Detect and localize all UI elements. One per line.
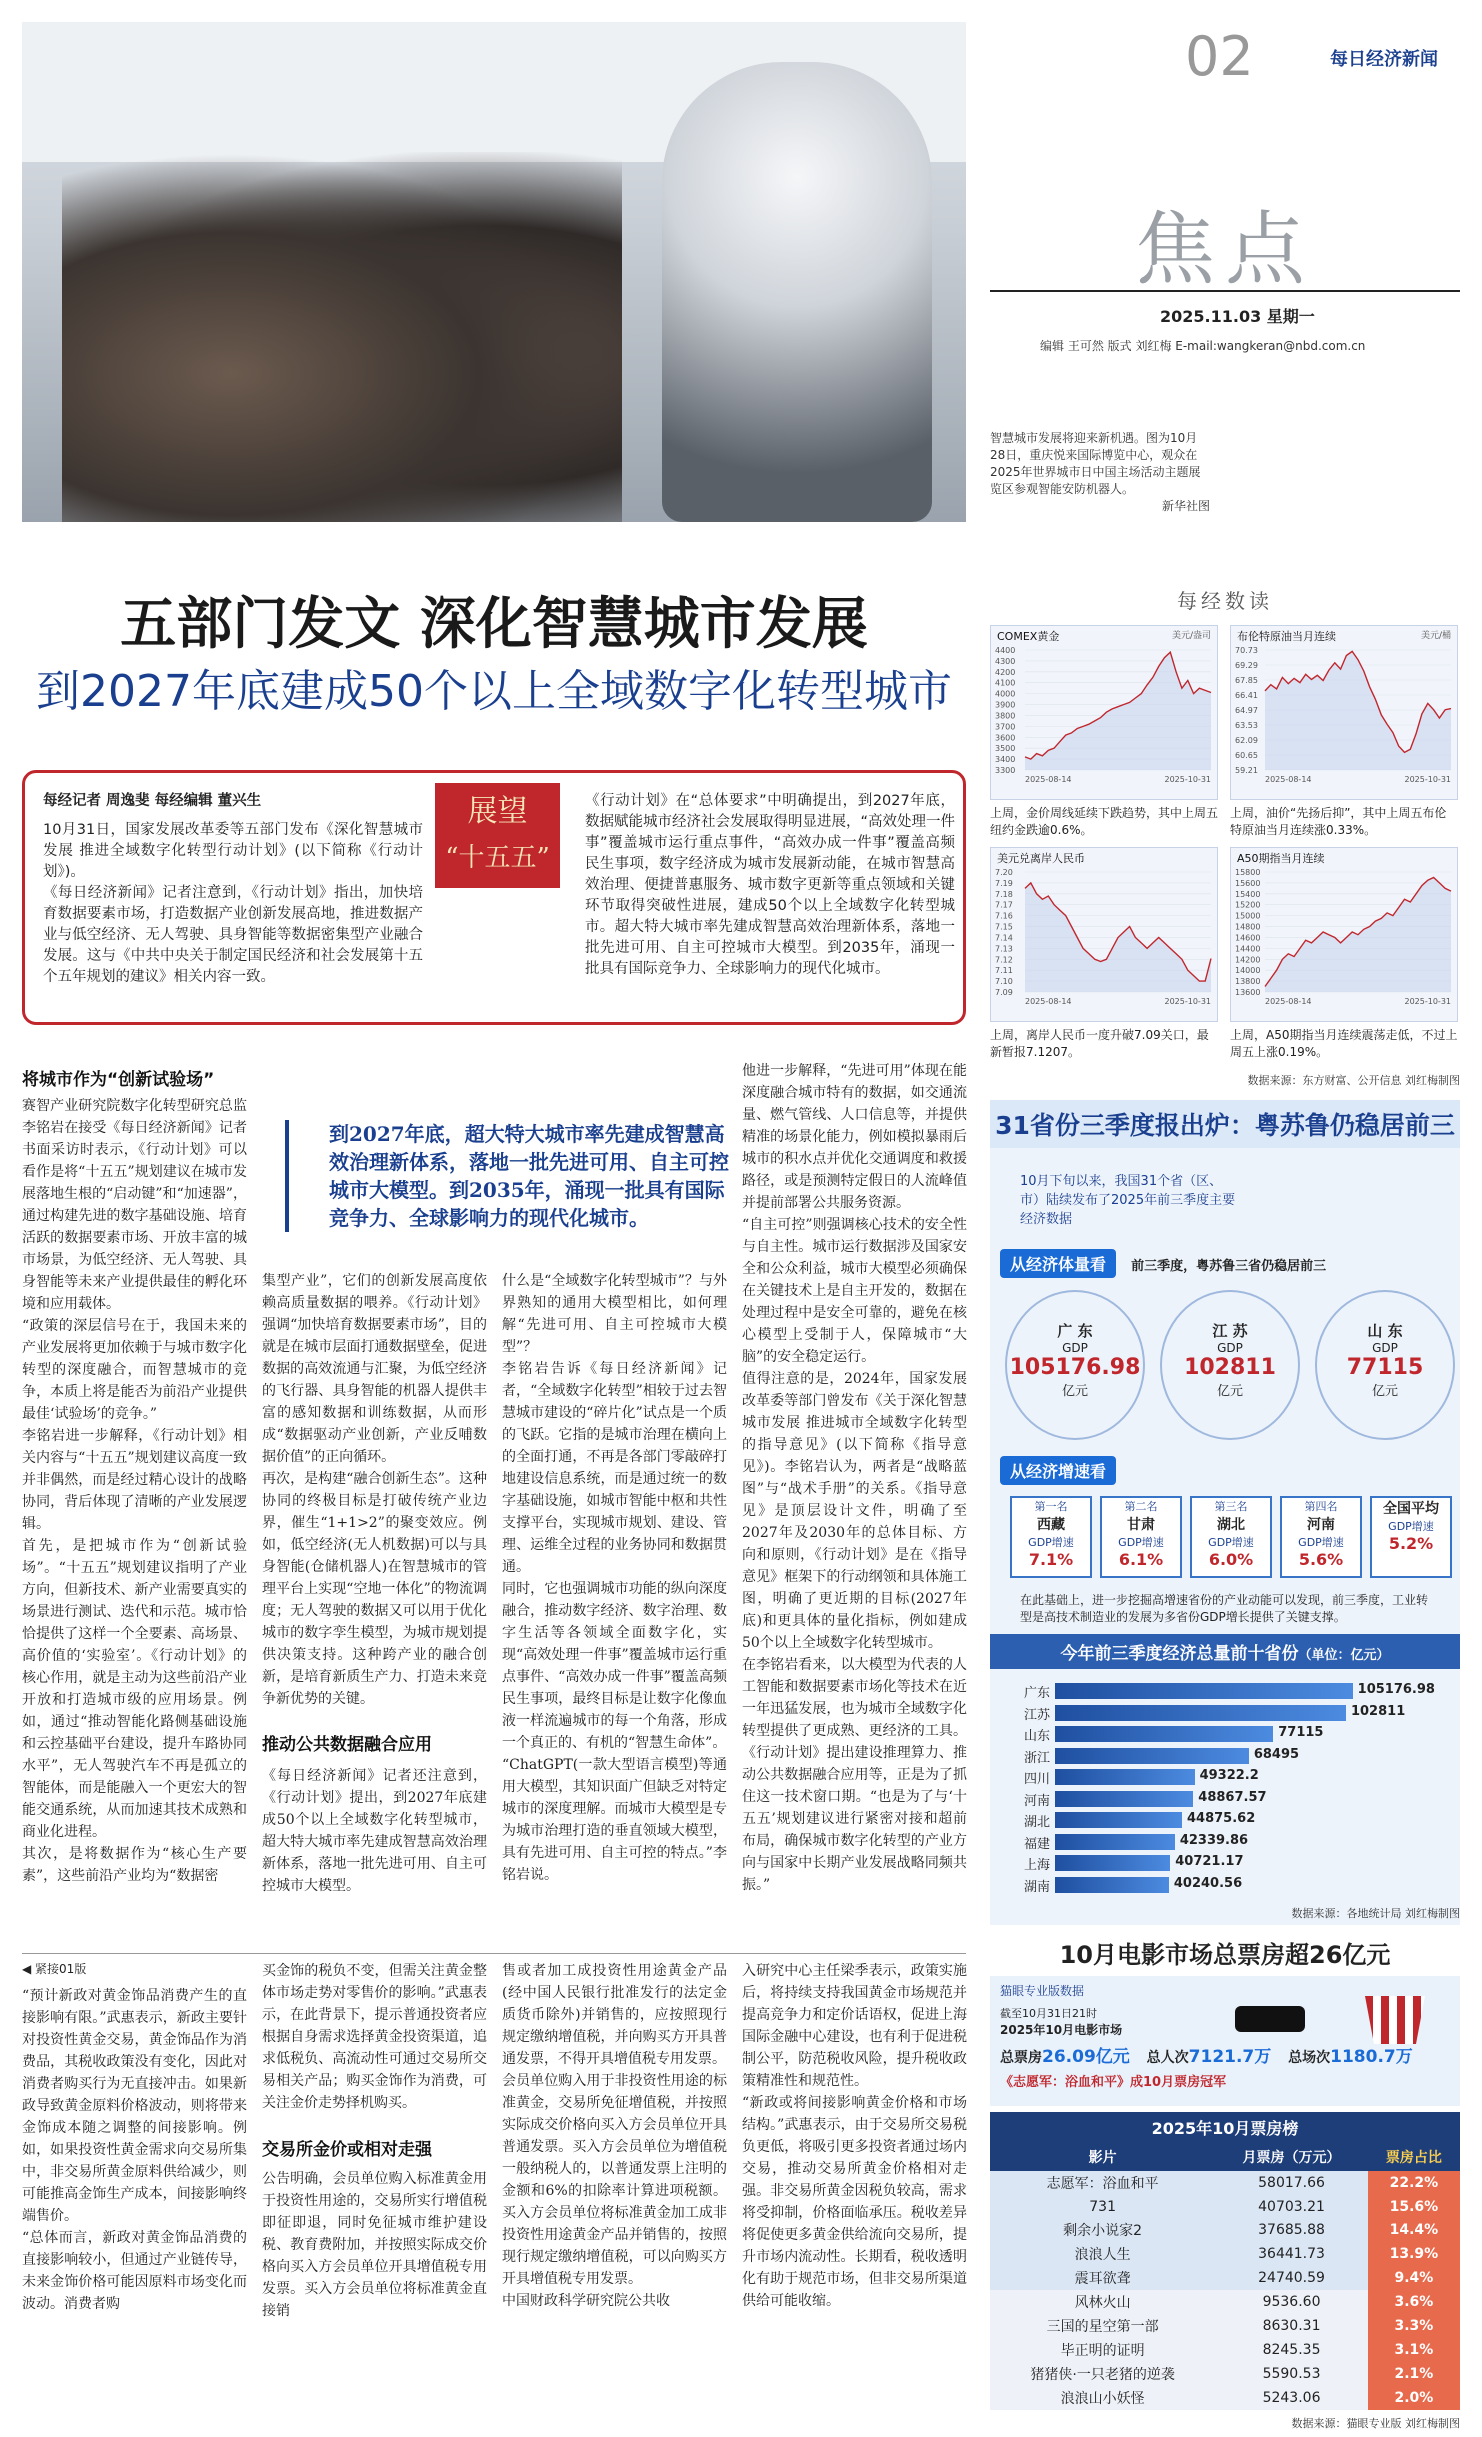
top10-title: 今年前三季度经济总量前十省份 [1060,1644,1299,1664]
box-brand: 猫眼专业版数据 [1000,1984,1085,1998]
gdp-bar [1055,1726,1273,1742]
gdp-label: GDP [1062,1341,1088,1355]
gdp-bar [1055,1769,1195,1785]
bar-value-label: 68495 [1253,1746,1300,1762]
y-tick-label: 7.13 [995,944,1013,954]
rank-label: 第四名 [1304,1500,1338,1513]
q3-banner: 31省份三季度报出炉：粤苏鲁仍稳居前三 [990,1100,1460,1148]
y-tick-label: 64.97 [1235,706,1258,715]
mini-chart-caption: 上周，油价“先扬后抑”，其中上周五布伦特原油当月连续涨0.33%。 [1230,806,1447,837]
mini-chart-3 [1230,847,1458,1022]
mini-chart-unit: 美元/桶 [1420,631,1451,641]
gdp-card [1160,1290,1300,1440]
theme-badge [435,783,560,888]
rank-metric: GDP增速 [1388,1520,1434,1533]
theme-badge-line1: 展望 [467,794,528,829]
film-box: 9536.60 [1262,2294,1321,2310]
mini-chart-svg [1231,868,1459,1018]
y-tick-label: 14400 [1235,944,1261,954]
photo-caption [990,430,1210,515]
byline: 每经记者 周逸斐 每经编辑 董兴生 [43,793,262,809]
section-divider [22,1953,966,1954]
province-name: 广 东 [1057,1322,1093,1340]
y-tick-label: 14200 [1235,955,1261,965]
total-shows-value: 1180.7万 [1330,2047,1413,2067]
y-tick-label: 15800 [1235,868,1261,877]
total-shows-label: 总场次 [1288,2050,1331,2066]
rank-value: 5.2% [1388,1534,1434,1553]
y-tick-label: 3300 [995,766,1016,775]
data-panel [990,585,1460,1090]
film-title: 风林火山 [1074,2295,1131,2311]
section-title: 焦点 [1135,203,1315,296]
y-tick-label: 7.19 [995,878,1013,888]
box-champion: 《志愿军：浴血和平》成10月票房冠军 [1000,2075,1227,2090]
film-title: 三国的星空第一部 [1046,2319,1159,2335]
article-col-2: 集型产业”，它们的创新发展高度依赖高质量数据的喂养。《行动计划》强调“加快培育数据要素市场”，目的就是在城市层面打通数据壁垒，促进数据的高效流通与汇聚，为低空经济的飞行器、具身智能的机器人提供丰富的感知数据和训练数据，从而形成“数据驱动产业创新，产业反哺数据价值”的正向循环。 再次，是构建“融合创新生态”。这种协同的终极目标是打破传统产业边界，催生“1+1>2”的聚变效应。例如，低空经济(无人机数据)可以与具身智能(仓储机器人)在智慧城市的管理平台上实现“空地一体化”的物流调度；无人驾驶的数据又可以用于优化城市的数字孪生模型，为城市规划提供决策支持。这种跨产业的融合创新，是培育新质生产力、打造未来竞争新优势的关键。 [262,1273,487,1707]
bar-category-label: 江苏 [1023,1707,1050,1723]
article-col-2b: 《每日经济新闻》记者还注意到，《行动计划》提出，到2027年底建成50个以上全域数字化转型城市，超大特大城市率先建成智慧高效治理新体系，落地一批先进可用、自主可控城市大模型。 [262,1768,487,1894]
y-tick-label: 4000 [995,689,1016,699]
mini-chart-svg [1231,646,1459,796]
y-tick-label: 15200 [1235,900,1261,910]
mini-chart-title: A50期指当月连续 [1237,852,1325,865]
gold-col-2b: 公告明确，会员单位购入标准黄金用于投资性用途的，交易所实行增值税即征即退，同时免征城市维护建设税、教育费附加，并按照实际成交价格向买入方会员单位开具增值税专用发票。买入方会员单位将标准黄金直接销 [262,2171,487,2319]
film-share: 9.4% [1368,2266,1460,2290]
rank-province: 河南 [1307,1517,1335,1533]
rank-label: 第二名 [1124,1500,1158,1513]
total-box-label: 总票房 [1000,2050,1042,2066]
total-people-value: 7121.7万 [1188,2047,1272,2067]
gdp-value: 102811 [1184,1355,1276,1380]
y-tick-label: 3400 [995,755,1016,765]
film-box: 5243.06 [1262,2390,1321,2406]
headline: 五部门发文 深化智慧城市发展 [120,591,868,657]
data-panel-source: 数据来源：东方财富、公开信息 刘红梅制图 [1247,1074,1460,1087]
growth-rank-card [1280,1496,1362,1578]
bar-value-label: 105176.98 [1357,1682,1435,1697]
box-label: 2025年10月电影市场 [1000,2023,1123,2037]
growth-rank-card [1100,1496,1182,1578]
gold-col-2: 买金饰的税负不变，但需关注黄金整体市场走势对零售价的影响。”武惠表示，在此背景下，提示普通投资者应根据自身需求选择黄金投资渠道，追求低税负、高流动性可通过交易所交易相关产品；购买金饰作为消费，可关注金价走势择机购买。 [262,1963,487,2111]
film-box: 8245.35 [1262,2342,1321,2358]
box-banner: 10月电影市场总票房超26亿元 [1059,1941,1391,1969]
film-share: 14.4% [1368,2218,1460,2242]
gdp-bar [1055,1834,1175,1850]
film-title: 731 [1089,2198,1116,2215]
y-tick-label: 67.85 [1235,676,1258,685]
bar-category-label: 浙江 [1023,1750,1050,1766]
gdp-label: GDP [1217,1341,1243,1355]
rank-label: 第一名 [1034,1500,1068,1513]
x-tick-label: 2025-10-31 [1164,997,1211,1006]
photo-credit: 新华社图 [1161,499,1210,513]
y-tick-label: 15400 [1235,889,1261,899]
y-tick-label: 14600 [1235,933,1261,943]
total-people-label: 总人次 [1146,2050,1189,2066]
gdp-bar [1055,1705,1346,1721]
film-title: 毕正明的证明 [1060,2343,1145,2359]
speed-ranking [990,1491,1460,1586]
y-tick-label: 4100 [995,678,1016,688]
paper-name: 每日经济新闻 [1330,49,1438,70]
film-title: 剩余小说家2 [1063,2223,1143,2239]
province-name: 山 东 [1367,1322,1403,1340]
bar-value-label: 48867.57 [1198,1789,1267,1805]
gold-col-3: 售或者加工成投资性用途黄金产品(经中国人民银行批准发行的法定金质货币除外)并销售的，应按照现行规定缴纳增值税，并向购买方开具普通发票，不得开具增值税专用发票。 会员单位购入用于非投资性用途的标准黄金，交易所免征增值税，并按照实际成交价格向买入方会员单位开具普通发票。买入方会员单位为增值税一般纳税人的，以普通发票上注明的金额和6%的扣除率计算进项税额。买入方会员单位将标准黄金加工成非投资性用途黄金产品并销售的，按照现行规定缴纳增值税，可以向购买方开具增值税专用发票。 中国财政科学研究院公共收 [502,1963,727,2309]
y-tick-label: 59.21 [1235,766,1258,775]
news-photo [22,22,966,522]
top10-title-bar [990,1634,1460,1669]
table-row [990,2242,1460,2266]
y-tick-label: 3600 [995,733,1016,743]
mini-chart-0 [990,625,1218,800]
film-title: 猪猪侠·一只老猪的逆袭 [1030,2367,1175,2383]
gdp-label: GDP [1372,1341,1398,1355]
film-box: 37685.88 [1258,2222,1325,2238]
mini-chart-2 [990,847,1218,1022]
y-tick-label: 7.14 [995,933,1013,943]
y-tick-label: 7.20 [995,868,1013,877]
bar-value-label: 44875.62 [1187,1811,1256,1826]
growth-rank-card [1190,1496,1272,1578]
gold-col-1: “预计新政对黄金饰品消费产生的直接影响有限。”武惠表示，新政主要针对投资性黄金交易，黄金饰品作为消费品，其税收政策没有变化，因此对消费者购买行为无直接冲击。如果新政导致黄金原料价格波动，则将带来金饰成本随之调整的间接影响。例如，如果投资性黄金需求向交易所集中，非交易所黄金原料供给减少，则可能推高金饰生产成本，间接影响终端售价。 “总体而言，新政对黄金饰品消费的直接影响较小，但通过产业链传导，未来金饰价格可能因原料市场变化而波动。消费者购 [22,1988,247,2312]
rank-value: 5.6% [1298,1550,1344,1569]
photo-visitors [62,152,622,522]
bar-category-label: 山东 [1023,1729,1050,1744]
mini-chart-caption: 上周，离岸人民币一度升破7.09关口，最新暂报7.1207。 [990,1028,1209,1059]
series-area [1025,652,1211,770]
top10-bar-chart [990,1677,1460,1902]
editor-credits: 编辑 王可然 版式 刘红梅 E-mail:wangkeran@nbd.com.cn [1040,339,1366,353]
y-tick-label: 15600 [1235,878,1261,888]
x-tick-label: 2025-08-14 [1025,775,1072,784]
rank-value: 7.1% [1028,1550,1074,1569]
table-row [990,2218,1460,2242]
total-box-value: 26.09亿元 [1042,2047,1130,2067]
y-tick-label: 4200 [995,667,1016,677]
x-tick-label: 2025-08-14 [1025,997,1072,1006]
growth-rank-card [1370,1496,1452,1578]
bar-value-label: 102811 [1350,1703,1406,1719]
photo-caption-text: 智慧城市发展将迎来新机遇。图为10月28日，重庆悦来国际博览中心，观众在2025年世界城市日中国主场活动主题展览区参观智能安防机器人。 [990,431,1201,496]
rank-province: 全国平均 [1383,1501,1439,1517]
tag-speed: 从经济增速看 [1000,1456,1116,1485]
y-tick-label: 15000 [1235,911,1261,921]
rank-province: 甘肃 [1127,1517,1155,1533]
rank-value: 6.1% [1118,1550,1164,1569]
intro-right-text: 《行动计划》在“总体要求”中明确提出，到2027年底，数据赋能城市经济社会发展取得明显进展，“高效处理一件事”覆盖城市运行重点事件，“高效办成一件事”覆盖高频民生事项，数字经济成为城市发展新动能，在城市智慧高效治理、便捷普惠服务、城市数字更新等重点领域和关键环节取得突破性进展，建成50个以上全域数字化转型城市。超大特大城市率先建成智慧高效治理新体系，落地一批先进可用、自主可控城市大模型。到2035年，涌现一批具有国际竞争力、全球影响力的现代化城市。 [585,793,956,977]
rank-value: 6.0% [1208,1550,1254,1569]
x-tick-label: 2025-08-14 [1265,997,1312,1006]
y-tick-label: 4300 [995,656,1016,666]
province-name: 江 苏 [1212,1322,1248,1340]
mini-chart-svg [991,646,1219,796]
film-title: 浪浪山小妖怪 [1060,2391,1145,2407]
bar-category-label: 广东 [1023,1686,1050,1701]
film-title: 浪浪人生 [1074,2247,1131,2263]
jump-marker: ◀ 紧接01版 [22,1962,87,1976]
film-box: 5590.53 [1262,2366,1321,2382]
q3-source: 数据来源：各地统计局 刘红梅制图 [1291,1907,1460,1920]
bar-value-label: 42339.86 [1179,1832,1249,1848]
bar-category-label: 河南 [1023,1793,1050,1809]
y-tick-label: 7.16 [995,911,1013,921]
gdp-bar [1055,1791,1193,1807]
table-row [990,2314,1460,2338]
table-row [990,2290,1460,2314]
film-title: 震耳欲聋 [1074,2271,1131,2287]
y-tick-label: 7.11 [995,966,1013,976]
y-tick-label: 7.17 [995,900,1013,910]
pull-quote: 到2027年底，超大特大城市率先建成智慧高效治理新体系，落地一批先进可用、自主可控城市大模型。到2035年，涌现一批具有国际竞争力、全球影响力的现代化城市。 [285,1120,735,1232]
y-tick-label: 7.10 [995,977,1013,987]
rank-metric: GDP增速 [1118,1536,1164,1549]
x-tick-label: 2025-10-31 [1404,775,1451,784]
y-tick-label: 14000 [1235,966,1261,976]
mini-chart-caption: 上周，A50期指当月连续震荡走低，不过上周五上涨0.19%。 [1230,1028,1458,1059]
y-tick-label: 3500 [995,744,1016,754]
gdp-bar [1055,1855,1170,1871]
table-row [990,2195,1460,2218]
mini-chart-1 [1230,625,1458,800]
box-office-rows [990,2171,1460,2410]
subheadline: 到2027年底建成50个以上全域数字化转型城市 [36,666,952,717]
y-tick-label: 14800 [1235,922,1261,932]
rank-metric: GDP增速 [1298,1536,1344,1549]
y-tick-label: 66.41 [1235,691,1258,700]
bar-value-label: 40240.56 [1173,1875,1243,1891]
mini-chart-unit: 美元/盎司 [1171,631,1211,641]
gdp-unit: 亿元 [1061,1384,1088,1399]
gdp-card [1005,1290,1145,1440]
x-tick-label: 2025-10-31 [1164,775,1211,784]
col-share: 票房占比 [1368,2143,1460,2171]
gdp-bar [1055,1748,1249,1764]
bar-category-label: 四川 [1023,1772,1050,1787]
gdp-unit: 亿元 [1371,1384,1398,1399]
photo-robot [662,62,932,522]
y-tick-label: 62.09 [1235,736,1258,745]
film-share: 3.1% [1368,2338,1460,2362]
film-box: 24740.59 [1258,2270,1325,2286]
box-source: 数据来源：猫眼专业版 刘红梅制图 [1291,2417,1460,2430]
page-number: 02 [1185,25,1254,88]
bar-value-label: 77115 [1278,1725,1324,1740]
subhead-public-data: 推动公共数据融合应用 [262,1735,432,1755]
film-box: 40703.21 [1258,2198,1325,2215]
rank-label: 第三名 [1214,1500,1248,1513]
film-title: 志愿军：浴血和平 [1046,2176,1159,2192]
box-summary [990,1976,1460,2106]
gdp-bar [1055,1877,1169,1893]
bar-value-label: 40721.17 [1175,1854,1244,1869]
y-tick-label: 70.73 [1235,646,1258,655]
q3-panel [990,1100,1460,1925]
bar-category-label: 福建 [1023,1836,1050,1852]
subhead-exchange-gold: 交易所金价或相对走强 [262,2140,432,2160]
table-row [990,2362,1460,2386]
bar-value-label: 49322.2 [1199,1768,1259,1783]
y-tick-label: 3700 [995,722,1016,732]
box-office-table [990,2143,1460,2410]
rank-province: 西藏 [1037,1517,1065,1533]
table-header-row [990,2143,1460,2171]
box-cutoff: 截至10月31日21时 [1000,2007,1097,2020]
y-tick-label: 7.15 [995,922,1013,932]
y-tick-label: 7.09 [995,988,1013,997]
top3-cards [990,1290,1460,1450]
tag-scale: 从经济体量看 [1000,1249,1116,1278]
theme-badge-line2: “十五五” [445,843,550,873]
table-row [990,2386,1460,2410]
article-col-4: 他进一步解释，“先进可用”体现在能深度融合城市特有的数据，如交通流量、燃气管线、人口信息等，并提供精准的场景化能力，例如模拟暴雨后城市的积水点并优化交通调度和救援路径，或是预测特定假日的人流峰值并提前部署公共服务资源。 “自主可控”则强调核心技术的安全性与自主性。城市运行数据涉及国家安全和公众利益，城市大模型必须确保在关键技术上是自主开发的，数据在处理过程中是安全可靠的，避免在核心模型上受制于人，保障城市“大脑”的安全稳定运行。 值得注意的是，2024年，国家发展改革委等部门曾发布《关于深化智慧城市发展 推进城市全域数字化转型的指导意见》(以下简称《指导意见》)。李铭岩认为，两者是“战略蓝图”与“战术手册”的关系。《指导意见》是顶层设计文件，明确了至2027年及2030年的总体目标、方向和原则，《行动计划》是在《指导意见》框架下的行动纲领和具体施工图，明确了更近期的目标(2027年底)和更具体的量化指标，例如建成50个以上全域数字化转型城市。 在李铭岩看来，以大模型为代表的人工智能和数据要素市场化等技术在近一年迅猛发展，也为城市全域数字化转型提供了更成熟、更经济的工具。《行动计划》提出建设推理算力、推动公共数据融合应用等，正是为了抓住这一技术窗口期。“也是为了与‘十五五’规划建议进行紧密对接和超前布局，确保城市数字化转型的产业方向与国家中长期产业发展战略同频共振。” [742,1063,967,1893]
q3-intro: 10月下旬以来，我国31个省（区、市）陆续发布了2025年前三季度主要经济数据 [1020,1174,1236,1227]
film-box: 8630.31 [1262,2318,1321,2334]
gdp-bar [1055,1683,1353,1699]
y-tick-label: 7.12 [995,955,1013,965]
box-office-panel [990,1935,1460,2415]
bar-category-label: 上海 [1023,1858,1050,1873]
y-tick-label: 69.29 [1235,661,1258,670]
y-tick-label: 13600 [1235,988,1261,997]
gdp-value: 105176.98 [1009,1355,1141,1380]
table-row [990,2338,1460,2362]
growth-rank-card [1010,1496,1092,1578]
table-row [990,2266,1460,2290]
x-tick-label: 2025-10-31 [1404,997,1451,1006]
bar-category-label: 湖北 [1023,1815,1050,1830]
article-col-3: 什么是“全域数字化转型城市”？与外界熟知的通用大模型相比，如何理解“先进可用、自主可控城市大模型”？ 李铭岩告诉《每日经济新闻》记者，“全域数字化转型”相较于过去智慧城市建设的“碎片化”试点是一个质的飞跃。它指的是城市治理在横向上的全面打通，不再是各部门零敲碎打地建设信息系统，而是通过统一的数字基础设施，如城市智能中枢和共性支撑平台，实现城市规划、建设、管理、运维全过程的业务协同和数据贯通。 同时，它也强调城市功能的纵向深度融合，推动数字经济、数字治理、数字生活等各领域全面数字化，实现“高效处理一件事”覆盖城市运行重点事件、“高效办成一件事”覆盖高频民生事项，最终目标是让数字化像血液一样流遍城市的每一个角落，形成一个真正的、有机的“智慧生命体”。 “ChatGPT(一款大型语言模型)等通用大模型，其知识面广但缺乏对特定城市的深度理解。而城市大模型是专为城市治理打造的垂直领域大模型，具有先进可用、自主可控的特点。”李铭岩说。 [502,1273,727,1883]
data-panel-title: 每经数读 [1177,589,1273,613]
film-share: 2.1% [1368,2362,1460,2386]
intro-box [22,770,966,1025]
rank-province: 湖北 [1217,1517,1245,1533]
film-box: 58017.66 [1258,2175,1325,2191]
mini-chart-title: 美元兑离岸人民币 [997,852,1085,865]
film-share: 13.9% [1368,2242,1460,2266]
gdp-card [1315,1290,1455,1440]
mini-chart-svg [991,868,1219,1018]
film-share: 3.3% [1368,2314,1460,2338]
col-box: 月票房（万元） [1215,2143,1368,2171]
table-row [990,2171,1460,2195]
mini-chart-title: COMEX黄金 [997,630,1060,643]
film-share: 2.0% [1368,2386,1460,2410]
rank-metric: GDP增速 [1028,1536,1074,1549]
article-col-1: 赛智产业研究院数字化转型研究总监李铭岩在接受《每日经济新闻》记者书面采访时表示，《行动计划》可以看作是将“十五五”规划建议在城市发展落地生根的“启动键”和“加速器”，通过构建先进的数字基础设施、培育活跃的数据要素市场、开放丰富的城市场景，为低空经济、无人驾驶、具身智能等未来产业提供最佳的孵化环境和应用载体。 “政策的深层信号在于，我国未来的产业发展将更加依赖于与城市数字化转型的深度融合，而智慧城市的竞争，本质上将是能否为前沿产业提供最佳‘试验场’的竞争。” 李铭岩进一步解释，《行动计划》相关内容与“十五五”规划建议高度一致并非偶然，而是经过精心设计的战略协同，背后体现了清晰的产业发展逻辑。 首先，是把城市作为“创新试验场”。“十五五”规划建议指明了产业方向，但新技术、新产业需要真实的场景进行测试、迭代和示范。城市恰恰提供了这样一个全要素、高场景、高价值的‘实验室’。《行动计划》的核心作用，就是主动为这些前沿产业开放和打造城市级的应用场景。例如，通过“推动智能化路侧基础设施和云控基础平台建设，提升车路协同水平”，无人驾驶汽车不再是孤立的智能体，而是能融入一个更宏大的智能交通系统，从而加速其技术成熟和商业化进程。 其次，是将数据作为“核心生产要素”，这些前沿产业均为“数据密 [22,1098,247,1884]
subhead-test-field: 将城市作为“创新试验场” [22,1070,215,1090]
y-tick-label: 3800 [995,711,1016,721]
issue-date: 2025.11.03 星期一 [1160,307,1315,326]
gdp-bar [1055,1812,1182,1828]
speed-note: 在此基础上，进一步挖掘高增速省份的产业动能可以发现，前三季度，工业转型是高技术制造业的发展为多省份GDP增长提供了关键支撑。 [1020,1593,1429,1624]
x-tick-label: 2025-08-14 [1265,775,1312,784]
y-tick-label: 7.18 [995,889,1013,899]
intro-left-text: 10月31日，国家发展改革委等五部门发布《深化智慧城市发展 推进全域数字化转型行动计划》(以下简称《行动计划》)。 《每日经济新闻》记者注意到，《行动计划》指出，加快培育数据要素市场，打造数据产业创新发展高地，推进数据产业与低空经济、无人驾驶、具身智能等数据密集型产业融合发展。这与《中共中央关于制定国民经济和社会发展第十五个五年规划的建议》相关内容一致。 [43,822,423,985]
sunglasses-icon [1235,2006,1305,2032]
box-list-title: 2025年10月票房榜 [990,2112,1460,2143]
y-tick-label: 4400 [995,646,1016,655]
bar-category-label: 湖南 [1023,1879,1050,1895]
scale-note: 前三季度，粤苏鲁三省仍稳居前三 [1131,1259,1327,1274]
top10-unit: （单位：亿元） [1298,1648,1390,1663]
film-share: 15.6% [1368,2195,1460,2218]
y-tick-label: 60.65 [1235,751,1258,760]
mini-chart-title: 布伦特原油当月连续 [1237,630,1336,643]
film-box: 36441.73 [1258,2246,1325,2262]
y-tick-label: 63.53 [1235,721,1258,730]
gdp-unit: 亿元 [1216,1384,1243,1399]
rank-metric: GDP增速 [1208,1536,1254,1549]
col-film: 影片 [990,2143,1215,2171]
gdp-value: 77115 [1346,1355,1424,1380]
mini-chart-caption: 上周，金价周线延续下跌趋势，其中上周五纽约金跌逾0.6%。 [990,806,1219,837]
y-tick-label: 3900 [995,700,1016,710]
film-share: 3.6% [1368,2290,1460,2314]
gold-col-4: 入研究中心主任梁季表示，政策实施后，将持续支持我国黄金市场规范并提高竞争力和定价话语权，促进上海国际金融中心建设，也有利于促进税制公平，防范税收风险，提升税收政策精准性和规范性。 “新政或将间接影响黄金价格和市场结构。”武惠表示，由于交易所交易税负更低，将吸引更多投资者通过场内交易，推动交易所黄金价格相对走强。非交易所黄金因税负较高，需求将受抑制，价格面临承压。税收差异将促使更多黄金供给流向交易所，提升市场内流动性。长期看，税收透明化有助于规范市场，但非交易所渠道供给可能收缩。 [742,1963,967,2309]
intro-left [43,791,423,988]
y-tick-label: 13800 [1235,977,1261,987]
film-share: 22.2% [1368,2171,1460,2195]
dateline [990,290,1460,354]
